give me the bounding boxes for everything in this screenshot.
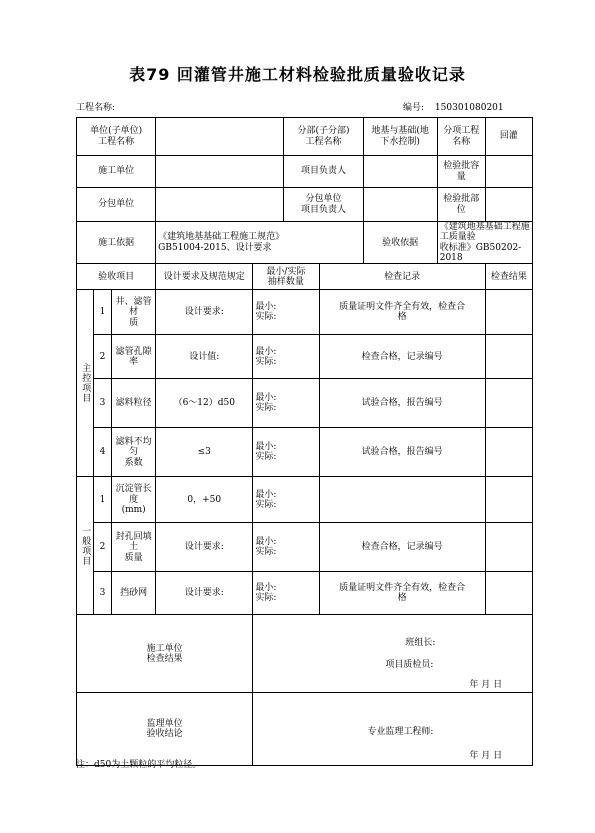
item-sample[interactable]: 最小: 实际: bbox=[253, 523, 319, 572]
unit-name-value[interactable] bbox=[156, 118, 284, 156]
subcontract-manager-value[interactable] bbox=[363, 188, 437, 222]
acceptance-basis-label: 验收依据 bbox=[363, 222, 437, 264]
supervision-signature[interactable] bbox=[253, 693, 533, 766]
header-row-unit bbox=[77, 118, 533, 156]
main-group-cell bbox=[77, 290, 94, 477]
item-no: 2 bbox=[94, 335, 112, 379]
basis-value: 《建筑地基基础工程施工规范》 GB51004-2015、设计要求 bbox=[156, 222, 363, 264]
item-record[interactable]: 检查合格，记录编号 bbox=[319, 335, 485, 379]
division-name-label: 分部(子分部) 工程名称 bbox=[284, 118, 363, 156]
item-requirement: ≤3 bbox=[156, 428, 253, 477]
item-record[interactable]: 试验合格，报告编号 bbox=[319, 428, 485, 477]
construction-check-row bbox=[77, 615, 533, 693]
header-row-basis bbox=[77, 222, 533, 264]
supervision-date: 年 月 日 bbox=[469, 751, 503, 762]
item-name: 挡砂网 bbox=[112, 572, 156, 615]
item-result[interactable] bbox=[485, 477, 532, 523]
item-result[interactable] bbox=[485, 335, 532, 379]
item-record[interactable] bbox=[319, 477, 485, 523]
table-row bbox=[77, 335, 533, 379]
basis-label: 施工依据 bbox=[77, 222, 156, 264]
item-requirement: 设计要求: bbox=[156, 572, 253, 615]
item-requirement: 设计值: bbox=[156, 335, 253, 379]
table-row bbox=[77, 572, 533, 615]
item-sample[interactable]: 最小: 实际: bbox=[253, 290, 319, 335]
header-row-subcontract bbox=[77, 188, 533, 222]
table-row bbox=[77, 523, 533, 572]
header-row-construction bbox=[77, 156, 533, 188]
supervision-label: 监理单位 验收结论 bbox=[77, 693, 253, 766]
batch-capacity-label: 检验批容量 bbox=[437, 156, 485, 188]
item-name: 井、滤管材 质 bbox=[112, 290, 156, 335]
col-record: 检查记录 bbox=[319, 264, 485, 290]
construction-check-label: 施工单位 检查结果 bbox=[77, 615, 253, 693]
project-manager-label: 项目负责人 bbox=[284, 156, 363, 188]
item-name: 滤管孔隙率 bbox=[112, 335, 156, 379]
subitem-name-label: 分项工程名称 bbox=[437, 118, 485, 156]
unit-name-label: 单位(子单位) 工程名称 bbox=[77, 118, 156, 156]
serial-value: 150301080201 bbox=[434, 103, 504, 113]
item-record[interactable]: 质量证明文件齐全有效，检查合 格 bbox=[319, 290, 485, 335]
serial-label: 编号: bbox=[403, 103, 425, 113]
table-row bbox=[77, 428, 533, 477]
item-name: 滤料粒径 bbox=[112, 379, 156, 428]
item-sample[interactable]: 最小: 实际: bbox=[253, 477, 319, 523]
item-record[interactable]: 检查合格，记录编号 bbox=[319, 523, 485, 572]
serial-number bbox=[403, 100, 504, 113]
item-no: 1 bbox=[94, 290, 112, 335]
batch-location-label: 检验批部位 bbox=[437, 188, 485, 222]
subcontract-unit-value[interactable] bbox=[156, 188, 284, 222]
team-leader-label: 班组长: bbox=[405, 637, 436, 648]
item-no: 3 bbox=[94, 572, 112, 615]
general-group-label: 一般项目 bbox=[80, 525, 91, 566]
item-record[interactable]: 质量证明文件齐全有效，检查合 格 bbox=[319, 572, 485, 615]
item-requirement: 0，+50 bbox=[156, 477, 253, 523]
construction-unit-label: 施工单位 bbox=[77, 156, 156, 188]
supervision-row bbox=[77, 693, 533, 766]
construction-check-signature[interactable] bbox=[253, 615, 533, 693]
item-sample[interactable]: 最小: 实际: bbox=[253, 379, 319, 428]
item-sample[interactable]: 最小: 实际: bbox=[253, 335, 319, 379]
item-record[interactable]: 试验合格，报告编号 bbox=[319, 379, 485, 428]
acceptance-basis-value: 《建筑地基基础工程施工质量验 收标准》GB50202-2018 bbox=[437, 222, 532, 264]
construction-unit-value[interactable] bbox=[156, 156, 284, 188]
item-no: 3 bbox=[94, 379, 112, 428]
subcontract-unit-label: 分包单位 bbox=[77, 188, 156, 222]
item-requirement: 设计要求: bbox=[156, 290, 253, 335]
item-name: 滤料不均匀 系数 bbox=[112, 428, 156, 477]
item-result[interactable] bbox=[485, 523, 532, 572]
batch-location-value[interactable] bbox=[485, 188, 532, 222]
item-result[interactable] bbox=[485, 428, 532, 477]
column-header-row bbox=[77, 264, 533, 290]
item-no: 4 bbox=[94, 428, 112, 477]
item-sample[interactable]: 最小: 实际: bbox=[253, 428, 319, 477]
item-sample[interactable]: 最小: 实际: bbox=[253, 572, 319, 615]
general-group-cell bbox=[77, 477, 94, 615]
quality-inspector-label: 项目质检员: bbox=[385, 659, 434, 670]
item-result[interactable] bbox=[485, 290, 532, 335]
item-requirement: 设计要求: bbox=[156, 523, 253, 572]
construction-date: 年 月 日 bbox=[469, 679, 503, 690]
col-item: 验收项目 bbox=[77, 264, 156, 290]
col-requirement: 设计要求及规范规定 bbox=[156, 264, 253, 290]
division-name-value: 地基与基础(地 下水控制) bbox=[363, 118, 437, 156]
item-result[interactable] bbox=[485, 379, 532, 428]
footnote: 注：d50为土颗粒的平均粒径。 bbox=[76, 760, 202, 770]
item-name: 沉淀管长度 (mm) bbox=[112, 477, 156, 523]
col-sample: 最小/实际 抽样数量 bbox=[253, 264, 319, 290]
project-name-label: 工程名称: bbox=[76, 103, 116, 113]
table-row bbox=[77, 290, 533, 335]
item-no: 1 bbox=[94, 477, 112, 523]
item-name: 封孔回填土 质量 bbox=[112, 523, 156, 572]
main-group-label: 主控项目 bbox=[80, 363, 91, 404]
batch-capacity-value[interactable] bbox=[485, 156, 532, 188]
supervisor-label: 专业监理工程师: bbox=[367, 727, 434, 738]
item-no: 2 bbox=[94, 523, 112, 572]
project-manager-value[interactable] bbox=[363, 156, 437, 188]
item-result[interactable] bbox=[485, 572, 532, 615]
page-title: 表79 回灌管井施工材料检验批质量验收记录 bbox=[129, 65, 466, 84]
col-result: 检查结果 bbox=[485, 264, 532, 290]
acceptance-record-table bbox=[76, 117, 533, 766]
subitem-name-value: 回灌 bbox=[485, 118, 532, 156]
table-row bbox=[77, 379, 533, 428]
item-requirement: （6～12）d50 bbox=[156, 379, 253, 428]
subcontract-manager-label: 分包单位 项目负责人 bbox=[284, 188, 363, 222]
table-row bbox=[77, 477, 533, 523]
